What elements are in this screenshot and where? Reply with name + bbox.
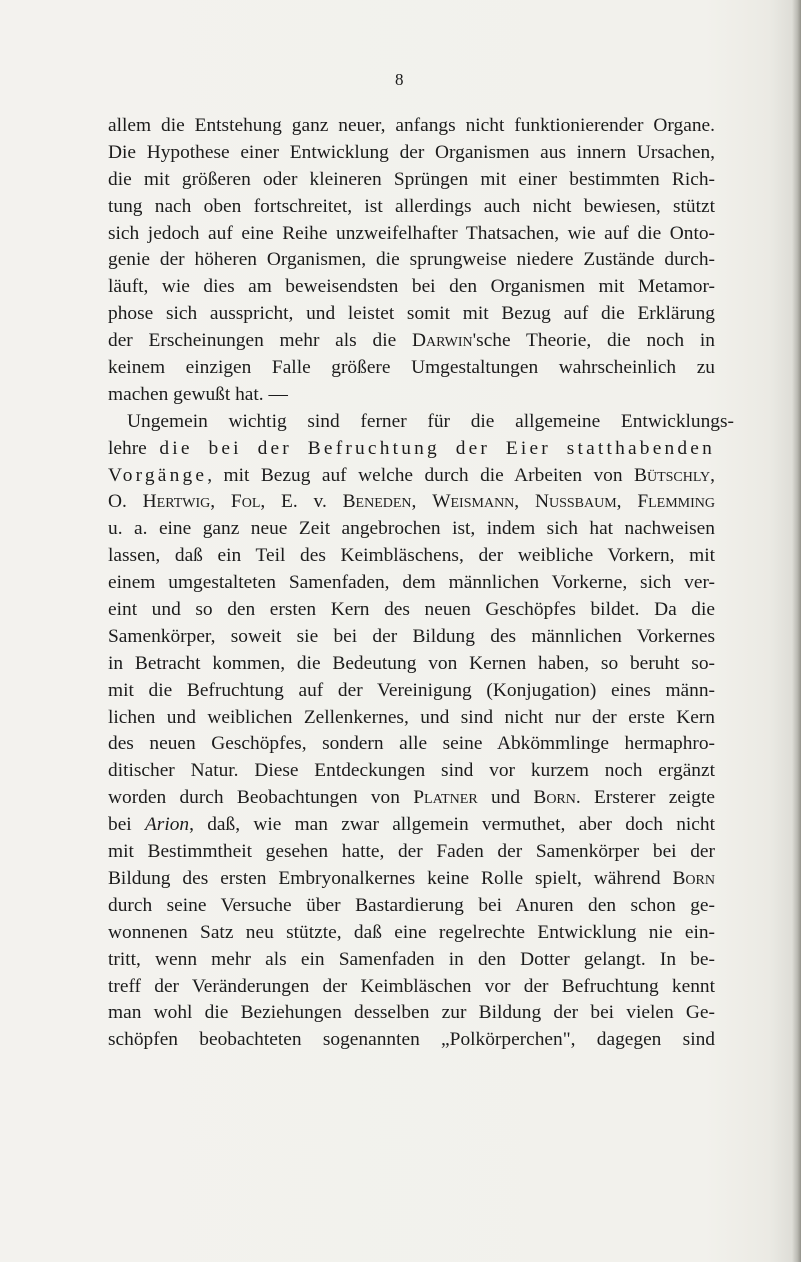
text-segment: Darwin (411, 330, 473, 352)
text-segment: Vorgänge (108, 464, 208, 486)
text-segment: in Betracht kommen, die Bedeutung von Kernen haben, so beruht so- (108, 652, 715, 674)
text-segment: schöpfen beobachteten sogenannten „Polkörperchen", dagegen sind (108, 1029, 715, 1051)
text-segment: Born (533, 787, 576, 809)
text-line (108, 624, 715, 651)
text-line (108, 355, 715, 382)
text-segment: lassen, daß ein Teil des Keimbläschens, der weibliche Vorkern, mit (108, 545, 715, 567)
text-line (108, 436, 715, 463)
text-line (108, 1000, 715, 1027)
text-segment: Bildung des ersten Embryonalkernes keine Rolle spielt, während (108, 867, 673, 889)
text-segment: Nussbaum (534, 491, 617, 513)
text-line (108, 785, 715, 812)
text-segment: Flemming (637, 491, 715, 513)
text-segment: eint und so den ersten Kern des neuen Geschöpfes bildet. Da die (108, 599, 715, 621)
text-segment: worden durch Beobachtungen von (108, 787, 414, 809)
text-segment: mit die Befruchtung auf der Vereinigung (Konjugation) eines männ- (108, 679, 715, 701)
text-segment: Bütschly (634, 464, 711, 486)
text-line (108, 489, 715, 516)
text-segment: treff der Veränderungen der Keimbläschen vor der Befruchtung kennt (108, 975, 715, 997)
text-segment: sich jedoch auf eine Reihe unzweifelhafter Thatsachen, wie auf die Onto- (108, 222, 715, 244)
text-segment: , (210, 491, 231, 513)
text-segment: durch seine Versuche über Bastardierung bei Anuren den schon ge- (108, 894, 715, 916)
text-line (108, 247, 715, 274)
body-text (108, 113, 734, 1054)
text-segment: bei (108, 814, 145, 836)
text-line (108, 866, 715, 893)
text-line (108, 893, 715, 920)
text-line (108, 301, 715, 328)
text-line (108, 920, 715, 947)
text-segment: , (411, 491, 433, 513)
text-segment: phose sich ausspricht, und leistet somit mit Bezug auf die Erklärung (108, 303, 715, 325)
text-segment: machen gewußt hat. — (108, 383, 288, 405)
text-segment: Arion (144, 814, 190, 836)
text-segment: des neuen Geschöpfes, sondern alle seine Abkömmlinge hermaphro- (108, 733, 715, 755)
text-segment: O. (108, 491, 143, 513)
text-segment: , daß, wie man zwar allgemein vermuthet, aber doch nicht (189, 814, 715, 836)
text-segment: Weismann (432, 491, 515, 513)
text-line (108, 328, 715, 355)
text-segment: Die Hypothese einer Entwicklung der Organismen aus innern Ursachen, (108, 141, 715, 163)
text-segment: ditischer Natur. Diese Entdeckungen sind vor kurzem noch ergänzt (108, 760, 715, 782)
text-segment: , (710, 464, 715, 486)
text-line (108, 167, 715, 194)
text-segment: lehre (108, 437, 160, 459)
text-segment: mit Bestimmtheit gesehen hatte, der Faden der Samenkörper bei der (108, 841, 715, 863)
text-line (108, 543, 715, 570)
text-line (108, 758, 715, 785)
text-segment: wonnenen Satz neu stützte, daß eine regelrechte Entwicklung nie ein- (108, 921, 715, 943)
text-segment: Ungemein wichtig sind ferner für die allgemeine Entwicklungs- (127, 410, 734, 432)
text-line (108, 839, 715, 866)
text-segment: Platner (413, 787, 478, 809)
text-segment: Hertwig (142, 491, 211, 513)
text-line (108, 651, 715, 678)
text-line (108, 274, 715, 301)
text-line (108, 221, 715, 248)
text-segment: tung nach oben fortschreitet, ist allerdings auch nicht bewiesen, stützt (108, 195, 715, 217)
text-segment: . Ersterer zeigte (575, 787, 715, 809)
text-segment: 'sche Theorie, die noch in (472, 330, 715, 352)
text-segment: u. a. eine ganz neue Zeit angebrochen ist, indem sich hat nachweisen (108, 518, 715, 540)
text-line (108, 113, 715, 140)
text-line (108, 597, 715, 624)
text-segment: man wohl die Beziehungen desselben zur Bildung der bei vielen Ge- (108, 1002, 715, 1024)
text-line (108, 812, 715, 839)
text-segment: der Erscheinungen mehr als die (108, 330, 412, 352)
text-line (108, 463, 715, 490)
text-segment: tritt, wenn mehr als ein Samenfaden in den Dotter gelangt. In be- (108, 948, 715, 970)
text-segment: lichen und weiblichen Zellenkernes, und sind nicht nur der erste Kern (108, 706, 715, 728)
page-edge-shadow (792, 0, 801, 1262)
text-segment: Beneden (342, 491, 412, 513)
text-segment: , E. v. (260, 491, 343, 513)
text-segment: , (514, 491, 535, 513)
text-segment: die mit größeren oder kleineren Sprüngen mit einer bestimmten Rich- (108, 168, 715, 190)
text-segment: Samenkörper, soweit sie bei der Bildung des männlichen Vorkernes (108, 625, 715, 647)
text-line (108, 705, 715, 732)
text-segment: , (616, 491, 638, 513)
text-segment: allem die Entstehung ganz neuer, anfangs nicht funktionierender Organe. (108, 115, 715, 136)
text-line (108, 409, 734, 436)
text-line (108, 570, 715, 597)
text-line (108, 947, 715, 974)
text-segment: , mit Bezug auf welche durch die Arbeiten von (207, 464, 635, 486)
text-segment: genie der höheren Organismen, die sprungweise niedere Zustände durch- (108, 249, 715, 271)
text-line (108, 140, 715, 167)
text-segment: keinem einzigen Falle größere Umgestaltungen wahrscheinlich zu (108, 357, 715, 379)
text-line (108, 678, 715, 705)
text-segment: Fol (230, 491, 261, 513)
text-line (108, 516, 715, 543)
text-line (108, 194, 715, 221)
text-line (108, 974, 715, 1001)
page-number: 8 (395, 70, 404, 89)
text-segment: die bei der Befruchtung der Eier statthabenden (159, 437, 715, 459)
text-segment: Born (672, 867, 715, 889)
text-line (108, 731, 715, 758)
text-segment: und (477, 787, 534, 809)
text-line (108, 1027, 715, 1054)
text-line (108, 382, 715, 409)
text-segment: einem umgestalteten Samenfaden, dem männlichen Vorkerne, sich ver- (108, 572, 715, 594)
text-segment: läuft, wie dies am beweisendsten bei den Organismen mit Metamor- (108, 276, 715, 298)
